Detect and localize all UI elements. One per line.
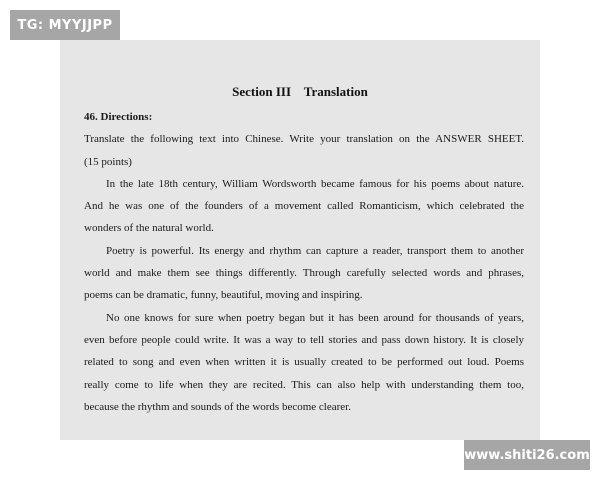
directions-line: (15 points) (84, 155, 132, 168)
paragraph-line: And he was one of the founders of a movement called Romanticism, which celebrated the (84, 200, 524, 213)
paragraph-line: really come to life when they are recited. This can also help with understanding them too, (84, 378, 524, 391)
paragraph-line: even before people could write. It was a way to tell stories and pass down history. It is closely (84, 333, 524, 346)
watermark-bottom: www.shiti26.com (464, 440, 590, 470)
paragraph-line: Poetry is powerful. Its energy and rhythm can capture a reader, transport them to another (106, 244, 524, 257)
document-body (84, 106, 524, 418)
watermark-top: TG: MYYJJPP (10, 10, 120, 40)
paragraph-line: related to song and even when written it is usually created to be performed out loud. Poems (84, 356, 524, 369)
paragraph-line: wonders of the natural world. (84, 222, 214, 235)
paragraph-line: No one knows for sure when poetry began but it has been around for thousands of years, (106, 311, 524, 324)
paragraph-line: because the rhythm and sounds of the words become clearer. (84, 400, 351, 413)
paragraph-line: In the late 18th century, William Wordsworth became famous for his poems about nature. (106, 177, 524, 190)
paragraph-line: world and make them see things differently. Through carefully selected words and phrases, (84, 267, 524, 280)
document-page (60, 40, 540, 440)
section-title: Section III Translation (232, 84, 368, 99)
directions-line: Translate the following text into Chinese. Write your translation on the ANSWER SHEET. (84, 133, 524, 146)
paragraph-line: poems can be dramatic, funny, beautiful, moving and inspiring. (84, 289, 363, 302)
question-heading: 46. Directions: (84, 111, 153, 123)
